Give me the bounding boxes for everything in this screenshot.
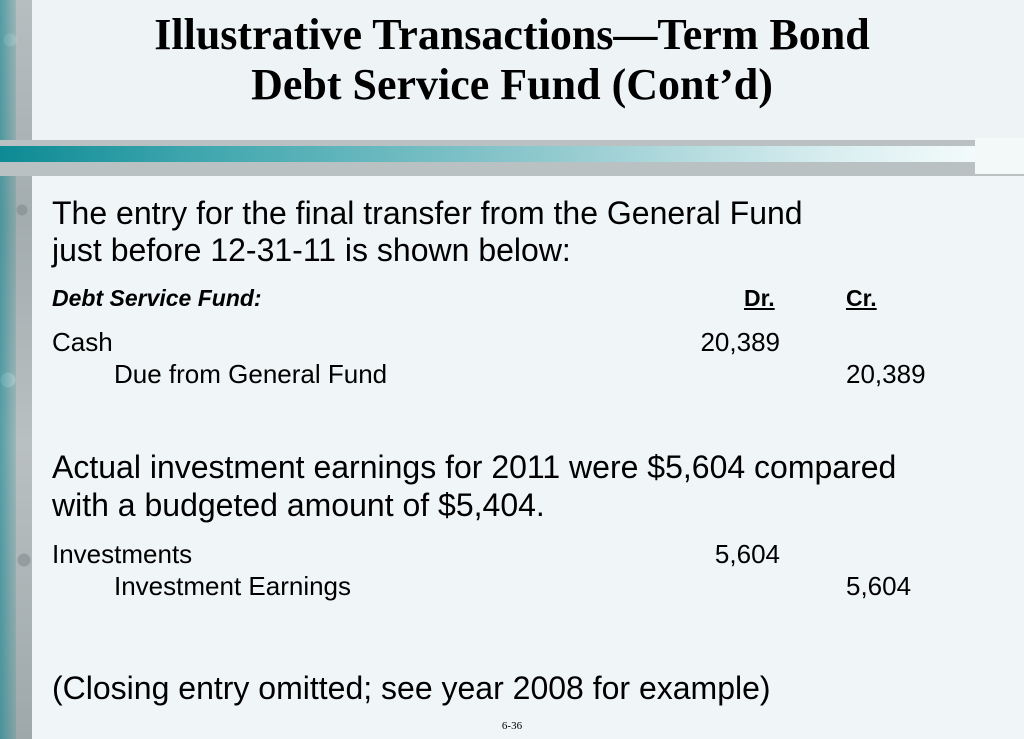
title-line-1: Illustrative Transactions—Term Bond [154, 10, 870, 59]
divider-notch [975, 138, 1024, 174]
entry1-credit-amount: 20,389 [846, 359, 926, 389]
fund-label: Debt Service Fund: [52, 285, 262, 311]
teal-side-accent [0, 0, 16, 739]
entry2-credit-amount: 5,604 [846, 571, 912, 601]
debit-column-header: Dr. [744, 285, 775, 311]
entry2-debit-account: Investments [52, 539, 193, 569]
credit-column-header: Cr. [846, 285, 877, 311]
slide-title [32, 10, 992, 110]
entry2-credit-account: Investment Earnings [114, 571, 352, 601]
closing-note: (Closing entry omitted; see year 2008 for example) [52, 670, 771, 706]
slide-number: 6-36 [501, 720, 523, 732]
entry1-debit-amount: 20,389 [700, 327, 780, 357]
title-line-2: Debt Service Fund (Cont’d) [251, 60, 773, 109]
earnings-line-2: with a budgeted amount of $5,404. [52, 487, 545, 523]
entry2-debit-amount: 5,604 [714, 539, 780, 569]
earnings-line-1: Actual investment earnings for 2011 were $5,604 compared [52, 449, 897, 485]
entry1-credit-account: Due from General Fund [114, 359, 388, 389]
entry1-debit-account: Cash [52, 327, 113, 357]
intro-line-2: just before 12-31-11 is shown below: [52, 232, 571, 268]
intro-line-1: The entry for the final transfer from the General Fund [52, 195, 803, 231]
teal-gradient-bar [0, 146, 980, 162]
